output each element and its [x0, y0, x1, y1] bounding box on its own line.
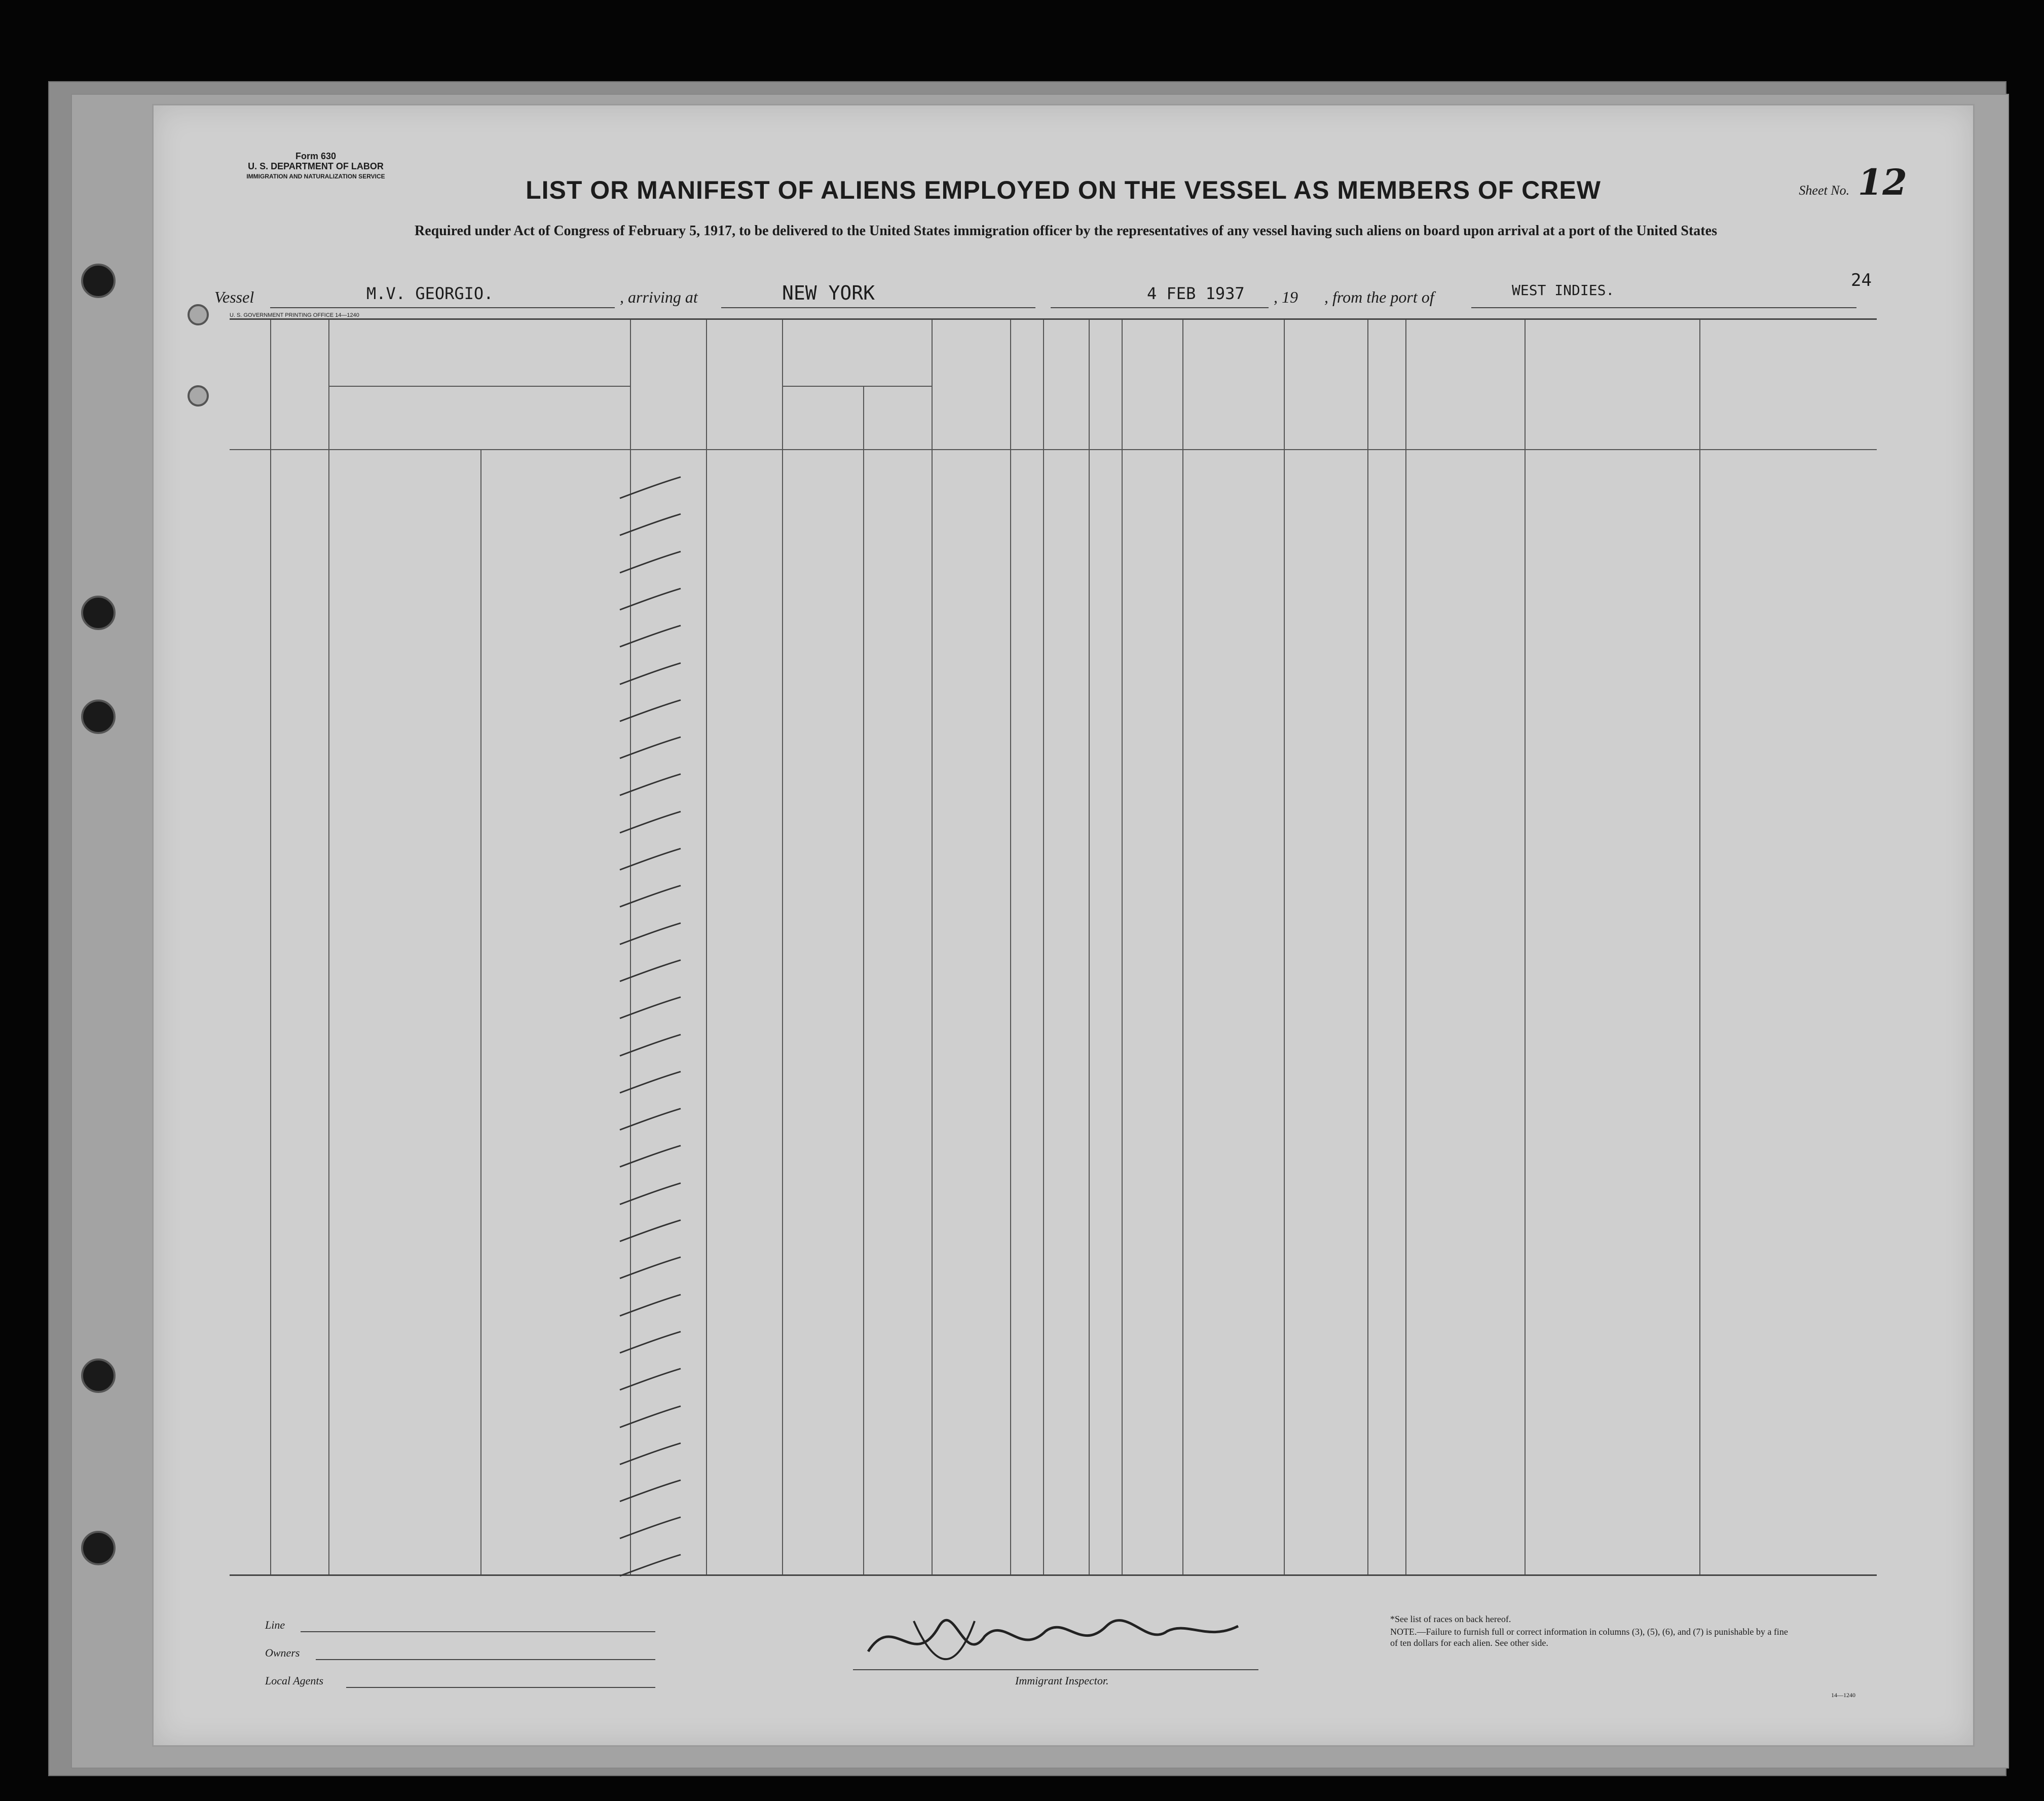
check-mark: [615, 1513, 686, 1543]
line-label: Line: [265, 1619, 285, 1631]
page-title: LIST OR MANIFEST OF ALIENS EMPLOYED ON THE VESSEL AS MEMBERS OF CREW: [526, 176, 1601, 204]
check-mark: [615, 1365, 686, 1395]
column-rule: [1284, 320, 1285, 1574]
check-mark: [615, 659, 686, 689]
check-mark: [615, 1179, 686, 1209]
binder-ring: [188, 385, 209, 407]
column-rule: [1089, 320, 1090, 1574]
check-mark: [615, 1031, 686, 1061]
column-rule: [1043, 320, 1044, 1574]
vessel-line: [214, 278, 1887, 318]
form-line-2: U. S. DEPARTMENT OF LABOR: [248, 161, 384, 171]
check-mark: [615, 1328, 686, 1358]
arrival-date: 4 FEB 1937: [1147, 284, 1245, 303]
check-mark: [615, 510, 686, 540]
check-mark: [615, 1253, 686, 1283]
owners-label: Owners: [265, 1646, 300, 1659]
check-mark: [615, 993, 686, 1023]
binder-ring: [188, 304, 209, 325]
column-rule: [1699, 320, 1700, 1574]
vessel-name: M.V. GEORGIO.: [366, 284, 494, 303]
column-rule: [1525, 320, 1526, 1574]
check-mark: [615, 1142, 686, 1172]
check-mark: [615, 956, 686, 986]
column-rule: [328, 320, 329, 1574]
fine-note: NOTE.—Failure to furnish full or correct information in columns (3), (5), (6), and (7) is punishable by a fine of ten dollars for each alien. See other side.: [1390, 1627, 1788, 1648]
column-rule: [1122, 320, 1123, 1574]
form-code: 14—1240: [1831, 1692, 1855, 1699]
race-note: *See list of races on back hereof.: [1390, 1614, 1511, 1624]
page-count: 24: [1851, 270, 1872, 290]
arriving-label: , arriving at: [620, 288, 698, 306]
subheader-rule: [328, 386, 630, 387]
page-subtitle: Required under Act of Congress of February 5, 1917, to be delivered to the United States immigration officer by the representatives of any vessel having such aliens on board upon arrival at a port of the United States: [415, 223, 1717, 239]
check-mark: [615, 1105, 686, 1135]
check-mark: [615, 1439, 686, 1469]
column-rule: [782, 320, 783, 1574]
check-mark: [615, 1291, 686, 1321]
check-mark: [615, 1402, 686, 1432]
printer-mark: U. S. GOVERNMENT PRINTING OFFICE 14—1240: [230, 312, 359, 318]
column-rule: [1010, 320, 1011, 1574]
binder-hole: [81, 700, 116, 734]
check-mark: [615, 770, 686, 800]
crew-table: [230, 318, 1877, 1576]
vessel-label: Vessel: [214, 288, 254, 306]
check-mark: [615, 1551, 686, 1581]
binder-hole: [81, 1358, 116, 1393]
sheet-number-label: Sheet No.: [1799, 183, 1850, 198]
column-rule: [1367, 320, 1368, 1574]
subheader-rule: [782, 386, 932, 387]
check-mark: [615, 881, 686, 912]
shipped-divider: [863, 386, 864, 1574]
check-mark: [615, 733, 686, 763]
arrival-port: NEW YORK: [782, 282, 875, 304]
year-label: , 19: [1274, 288, 1298, 306]
check-mark: [615, 584, 686, 615]
local-agents-label: Local Agents: [265, 1674, 324, 1687]
from-port-label: , from the port of: [1324, 288, 1434, 306]
manifest-sheet: [152, 104, 1975, 1747]
check-mark: [615, 1216, 686, 1246]
check-mark: [615, 844, 686, 875]
inspector-label: Immigrant Inspector.: [1015, 1674, 1109, 1687]
form-line-3: IMMIGRATION AND NATURALIZATION SERVICE: [246, 173, 385, 180]
binder-hole: [81, 596, 116, 630]
check-mark: [615, 473, 686, 503]
header-rule: [230, 449, 1877, 450]
column-rule: [1182, 320, 1183, 1574]
check-mark: [615, 807, 686, 838]
form-line-1: Form 630: [295, 151, 337, 161]
binder-hole: [81, 264, 116, 298]
binder-hole: [81, 1531, 116, 1565]
check-mark: [615, 547, 686, 578]
column-rule: [270, 320, 271, 1574]
check-mark: [615, 1476, 686, 1506]
check-mark: [615, 1068, 686, 1098]
name-divider: [480, 449, 481, 1574]
check-mark: [615, 696, 686, 726]
column-rule: [1405, 320, 1406, 1574]
check-mark: [615, 621, 686, 652]
sheet-number-value: 12: [1857, 161, 1907, 203]
from-port: WEST INDIES.: [1512, 282, 1615, 299]
column-rule: [706, 320, 707, 1574]
check-mark: [615, 919, 686, 949]
column-rule: [932, 320, 933, 1574]
